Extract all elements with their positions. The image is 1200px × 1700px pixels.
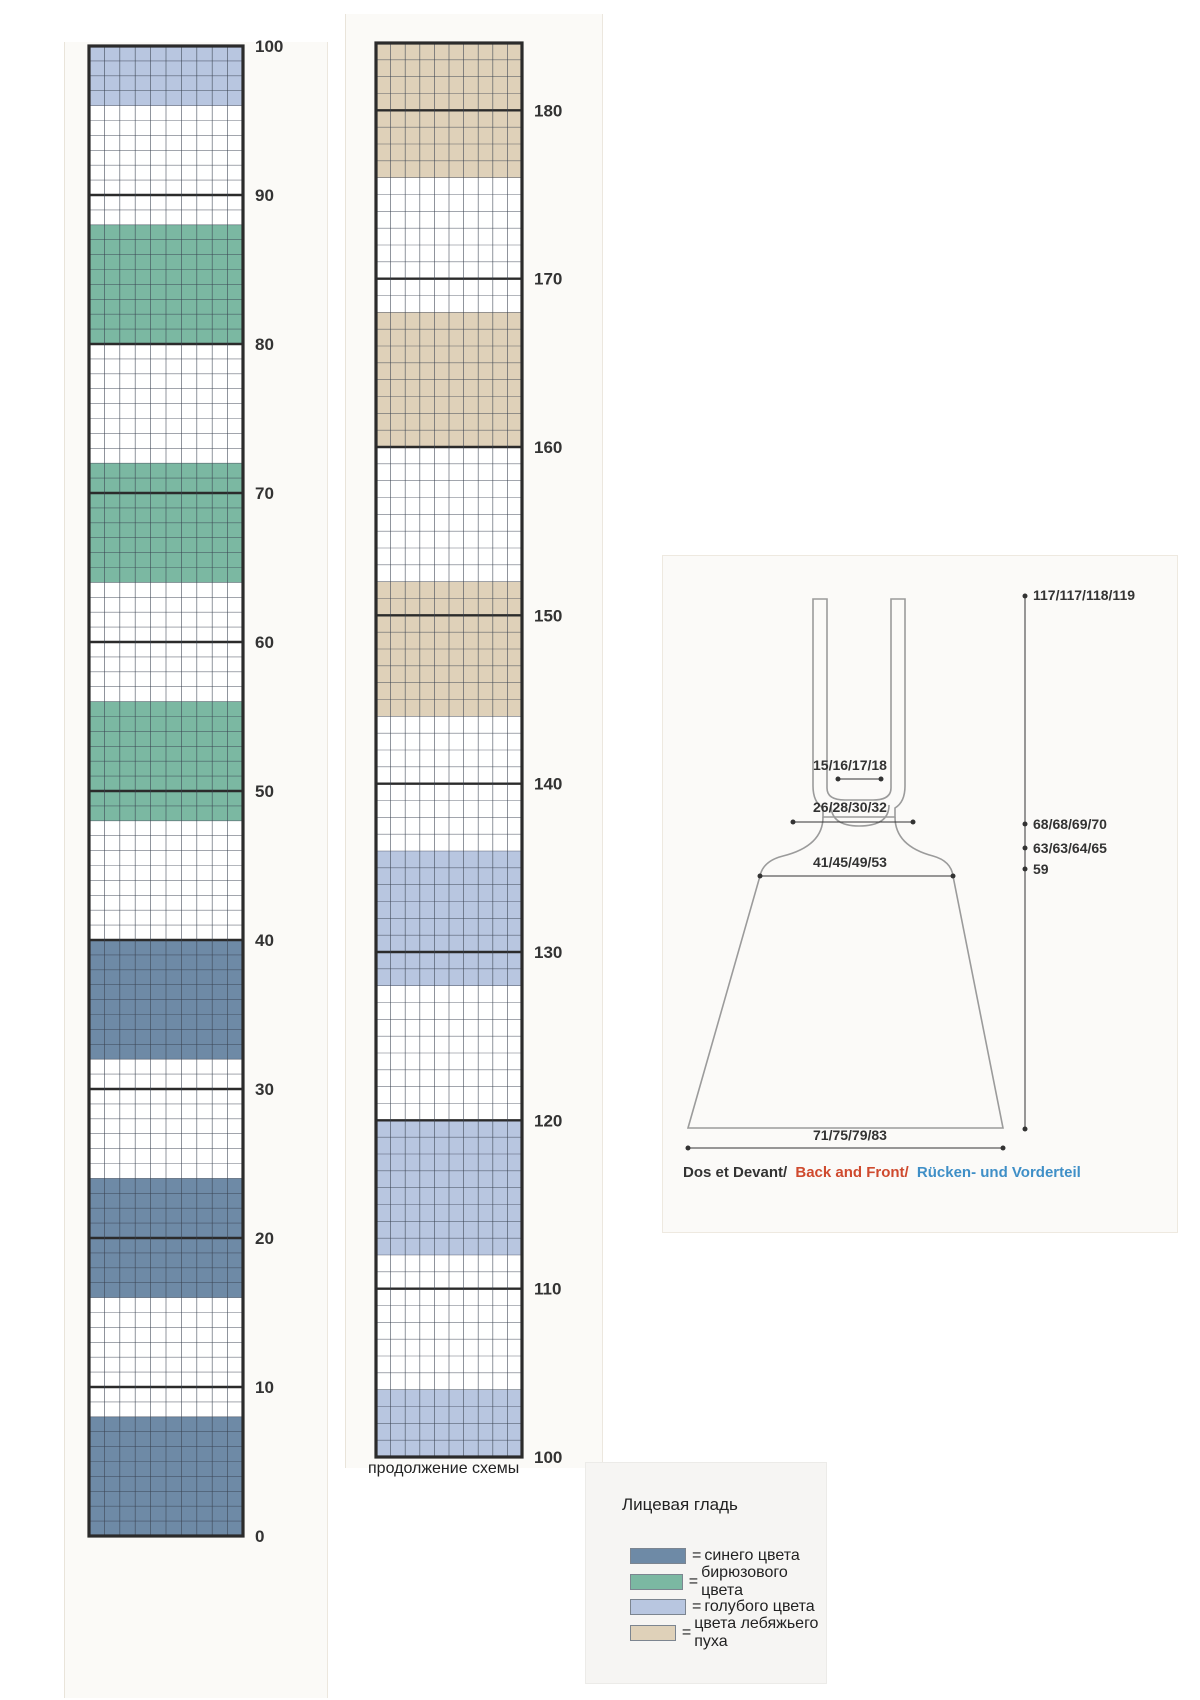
hem-width-label: 71/75/79/83 <box>813 1127 887 1143</box>
underarm-height-dot <box>1023 867 1028 872</box>
total-height-dot-bottom <box>1023 1127 1028 1132</box>
hem-width-dot-right <box>1001 1146 1006 1151</box>
schematic-title-de: Rücken- und Vorderteil <box>916 1164 1081 1181</box>
legend-item-swans-down <box>630 1615 826 1650</box>
chart-panel-rows-100-184 <box>345 14 603 1468</box>
row-tick-label: 30 <box>255 1080 274 1099</box>
schematic-drawing <box>663 556 1177 1232</box>
legend-label-swans-down: цвета лебяжьего пуха <box>694 1615 819 1650</box>
skirt-outline <box>688 876 1003 1128</box>
schematic-title-en: Back and Front/ <box>795 1164 909 1181</box>
legend-label-light-blue: голубого цвета <box>704 1598 815 1615</box>
chart-grid-0-100 <box>65 37 327 1698</box>
schematic-title-fr: Dos et Devant/ <box>683 1164 788 1181</box>
neck-width-dot-left <box>836 777 841 782</box>
total-height-label: 117/117/118/119 <box>1033 587 1136 603</box>
left-strap-outline <box>813 599 905 817</box>
continuation-caption: продолжение схемы <box>368 1460 520 1477</box>
color-legend <box>585 1462 827 1684</box>
legend-swatch-swans-down <box>630 1625 676 1641</box>
schematic-title <box>683 1164 1081 1181</box>
chest-width-label: 41/45/49/53 <box>813 854 887 870</box>
total-height-dot-top <box>1023 594 1028 599</box>
chart-panel-rows-0-100 <box>64 37 328 1698</box>
legend-eq: = <box>688 1573 699 1590</box>
legend-eq: = <box>692 1598 702 1615</box>
legend-label-blue: синего цвета <box>704 1547 800 1564</box>
armhole-height-1-dot <box>1023 822 1028 827</box>
row-tick-label: 140 <box>534 774 563 794</box>
row-tick-label: 100 <box>255 37 284 56</box>
neck-width-dot-right <box>879 777 884 782</box>
row-tick-label: 20 <box>255 1229 274 1248</box>
legend-swatch-blue <box>630 1548 686 1564</box>
row-tick-label: 180 <box>534 101 563 121</box>
chest-width-dot-left <box>758 874 763 879</box>
row-tick-label: 80 <box>255 335 274 354</box>
row-tick-label: 120 <box>534 1111 563 1131</box>
legend-eq: = <box>681 1624 692 1641</box>
legend-eq: = <box>692 1547 702 1564</box>
legend-label-turquoise: бирюзового цвета <box>701 1564 788 1599</box>
legend-swatch-light-blue <box>630 1599 686 1615</box>
shoulder-width-dot-right <box>911 820 916 825</box>
chart-grid-100-184 <box>346 14 602 1468</box>
garment-schematic <box>662 555 1178 1233</box>
armhole-height-2-label: 63/63/64/65 <box>1033 840 1107 856</box>
legend-item-turquoise <box>630 1564 826 1599</box>
neck-width-label: 15/16/17/18 <box>813 757 887 773</box>
armhole-height-2-dot <box>1023 846 1028 851</box>
row-tick-label: 110 <box>534 1279 562 1299</box>
row-tick-label: 160 <box>534 438 563 457</box>
shoulder-width-dot-left <box>791 820 796 825</box>
row-tick-label: 170 <box>534 269 563 289</box>
row-tick-label: 100 <box>534 1448 563 1467</box>
row-tick-label: 130 <box>534 943 563 962</box>
row-tick-label: 70 <box>255 484 274 503</box>
row-tick-label: 60 <box>255 633 274 652</box>
chest-width-dot-right <box>951 874 956 879</box>
row-tick-label: 0 <box>255 1527 265 1546</box>
hem-width-dot-left <box>686 1146 691 1151</box>
row-tick-label: 50 <box>255 782 274 801</box>
row-tick-label: 150 <box>534 606 563 626</box>
underarm-height-label: 59 <box>1033 861 1049 877</box>
row-tick-label: 90 <box>255 186 274 205</box>
shoulder-width-label: 26/28/30/32 <box>813 799 887 815</box>
legend-title: Лицевая гладь <box>622 1495 738 1514</box>
legend-swatch-turquoise <box>630 1574 683 1590</box>
row-tick-label: 40 <box>255 931 274 950</box>
armhole-height-1-label: 68/68/69/70 <box>1033 816 1107 832</box>
row-tick-label: 10 <box>255 1378 274 1397</box>
